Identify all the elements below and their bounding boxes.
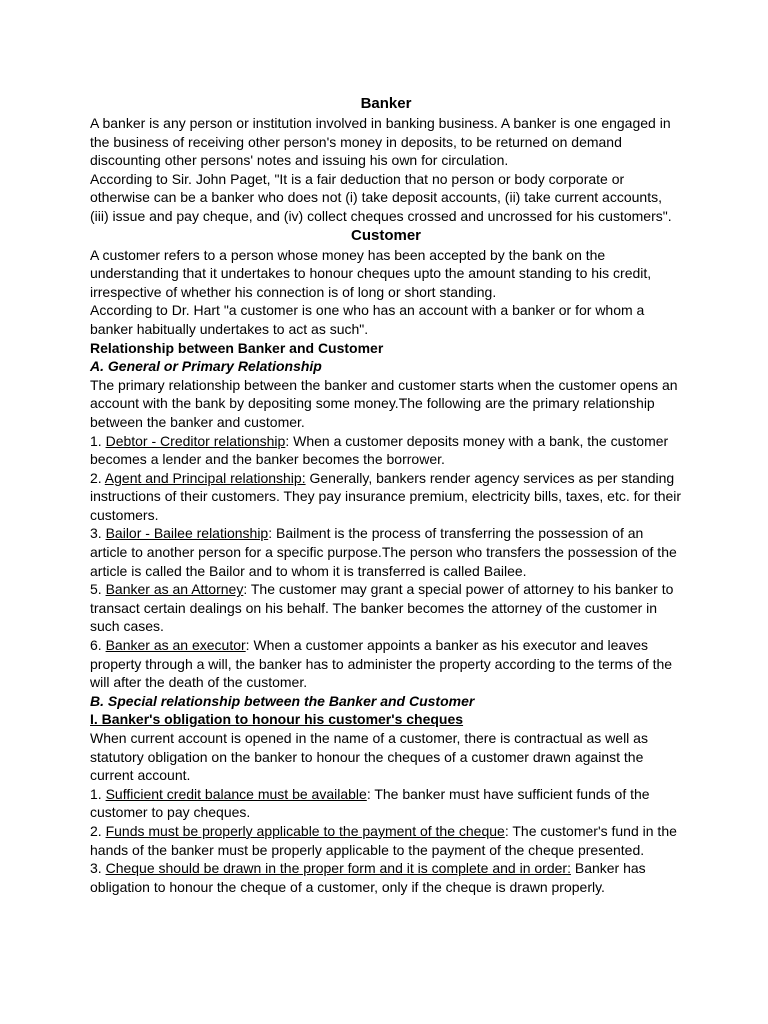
- primary-relationship-intro: The primary relationship between the banker and customer starts when the customer opens an account with the bank by depositing some money.The following are the primary relationship between the banker and customer.: [90, 376, 678, 430]
- relationship-heading: Relationship between Banker and Customer: [90, 339, 384, 356]
- list-item: 2. Agent and Principal relationship: Generally, bankers render agency services as per standing instructions of their customers. They pay insurance premium, electricity bills, taxes, etc. for their customers.: [90, 469, 682, 523]
- customer-definition: A customer refers to a person whose money has been accepted by the bank on the understanding that it undertakes to honour cheques upto the amount standing to his credit, irrespective of whether his connection is of long or short standing.: [90, 246, 652, 300]
- list-item: 3. Cheque should be drawn in the proper form and it is complete and in order: Banker has obligation to honour the cheque of a customer, only if the cheque is drawn properly.: [90, 860, 646, 895]
- list-item-term: Sufficient credit balance must be available: [105, 785, 367, 802]
- list-item-term: Cheque should be drawn in the proper form and it is complete and in order:: [105, 860, 571, 877]
- banker-paget-quote: According to Sir. John Paget, "It is a fair deduction that no person or body corporate or otherwise can be a banker who does not (i) take deposit accounts, (ii) take current accounts, (iii) issue and pay cheque, and (iv) collect cheques crossed and uncrossed for his customers".: [90, 170, 672, 224]
- list-item-term: Bailor - Bailee relationship: [105, 525, 269, 542]
- list-item: 1. Sufficient credit balance must be available: The banker must have sufficient funds of the customer to pay cheques.: [90, 785, 650, 821]
- list-item: 3. Bailor - Bailee relationship: Bailment is the process of transferring the possession of an article to another person for a specific purpose.The person who transfers the possession of the article is called the Bailor and to whom it is transferred is called Bailee.: [90, 525, 677, 579]
- list-item: 2. Funds must be properly applicable to the payment of the cheque: The customer's fund in the hands of the banker must be properly applicable to the payment of the cheque presented.: [90, 822, 677, 858]
- special-relationship-subheading: I. Banker's obligation to honour his customer's cheques: [90, 711, 464, 728]
- special-relationship-heading: B. Special relationship between the Banker and Customer: [90, 692, 475, 709]
- list-item: 5. Banker as an Attorney: The customer may grant a special power of attorney to his banker to transact certain dealings on his behalf. The banker becomes the attorney of the customer in such cases.: [90, 581, 674, 635]
- section-title-customer: Customer: [350, 226, 421, 244]
- list-item: 1. Debtor - Creditor relationship: When a customer deposits money with a bank, the customer becomes a lender and the banker becomes the borrower.: [90, 432, 669, 468]
- document-page: [90, 94, 682, 896]
- list-item-term: Funds must be properly applicable to the payment of the cheque: [105, 822, 505, 839]
- primary-relationship-heading: A. General or Primary Relationship: [90, 358, 322, 375]
- customer-hart-quote: According to Dr. Hart "a customer is one who has an account with a banker or for whom a banker habitually undertakes to act as such".: [90, 302, 645, 337]
- list-item-term: Agent and Principal relationship:: [104, 469, 306, 486]
- section-title-banker: Banker: [360, 95, 412, 112]
- list-item-term: Banker as an Attorney: [105, 581, 244, 598]
- special-relationship-intro: When current account is opened in the name of a customer, there is contractual as well as statutory obligation on the banker to honour the cheques of a customer drawn against the current account.: [90, 730, 648, 784]
- banker-definition: A banker is any person or institution involved in banking business. A banker is one engaged in the business of receiving other person's money in deposits, to be returned on demand discounting other persons' notes and issuing his own for circulation.: [90, 115, 671, 169]
- list-item-term: Debtor - Creditor relationship: [105, 432, 286, 449]
- list-item: 6. Banker as an executor: When a customer appoints a banker as his executor and leaves property through a will, the banker has to administer the property according to the terms of the will after the death of the customer.: [90, 637, 673, 691]
- list-item-term: Banker as an executor: [105, 637, 246, 654]
